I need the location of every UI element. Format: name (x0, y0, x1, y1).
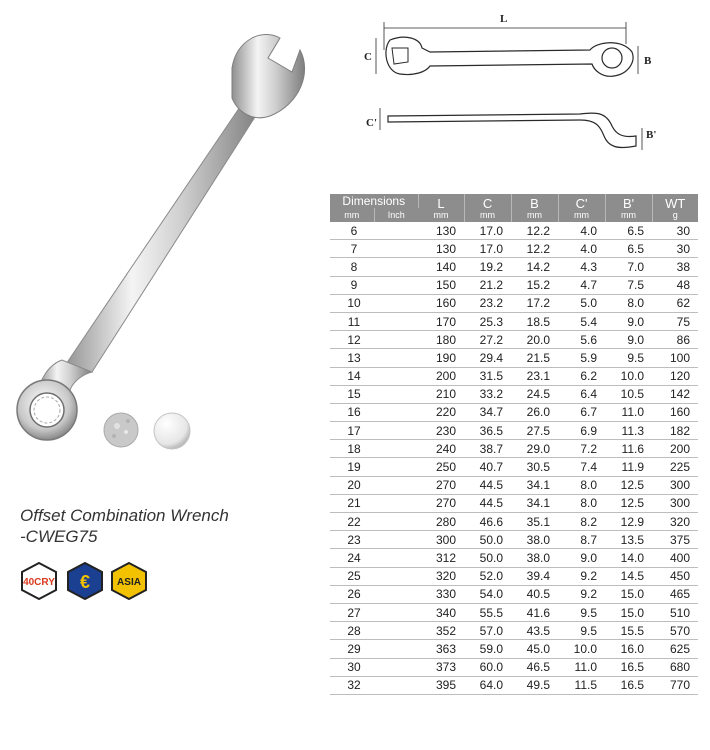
cell-inch (374, 549, 418, 567)
cell-WT: 510 (652, 603, 698, 621)
dimension-drawing (360, 8, 680, 158)
label-C: C (364, 51, 372, 63)
header-inch: Inch (374, 208, 418, 222)
cell-C: 54.0 (464, 585, 511, 603)
cell-B-prime: 7.0 (605, 258, 652, 276)
cell-WT: 300 (652, 476, 698, 494)
cell-B: 38.0 (511, 549, 558, 567)
cell-B-prime: 12.5 (605, 494, 652, 512)
cell-mm: 15 (330, 385, 374, 403)
cell-L: 312 (418, 549, 464, 567)
cell-L: 280 (418, 513, 464, 531)
cell-C-prime: 4.0 (558, 222, 605, 240)
cell-mm: 7 (330, 240, 374, 258)
cell-C-prime: 9.5 (558, 622, 605, 640)
cell-WT: 100 (652, 349, 698, 367)
cell-inch (374, 494, 418, 512)
cell-mm: 29 (330, 640, 374, 658)
asia-badge-label: ASIA (117, 577, 141, 588)
cell-C-prime: 4.0 (558, 240, 605, 258)
cell-WT: 770 (652, 676, 698, 694)
table-row (330, 676, 698, 694)
cell-mm: 24 (330, 549, 374, 567)
cell-C: 31.5 (464, 367, 511, 385)
cell-B: 34.1 (511, 494, 558, 512)
cell-B: 40.5 (511, 585, 558, 603)
cell-inch (374, 403, 418, 421)
euro-badge-label: € (79, 572, 91, 592)
cell-inch (374, 640, 418, 658)
cell-WT: 142 (652, 385, 698, 403)
cell-C-prime: 8.7 (558, 531, 605, 549)
cell-WT: 465 (652, 585, 698, 603)
cell-C: 19.2 (464, 258, 511, 276)
cell-inch (374, 422, 418, 440)
cell-inch (374, 531, 418, 549)
cell-C-prime: 4.7 (558, 276, 605, 294)
cell-C: 55.5 (464, 603, 511, 621)
cell-WT: 570 (652, 622, 698, 640)
cell-inch (374, 458, 418, 476)
header-C-prime-label: C' (575, 195, 588, 211)
cell-C: 46.6 (464, 513, 511, 531)
table-row (330, 403, 698, 421)
cell-C-prime: 4.3 (558, 258, 605, 276)
table-row (330, 549, 698, 567)
40cry-badge (20, 562, 58, 600)
cell-C: 34.7 (464, 403, 511, 421)
cell-mm: 22 (330, 513, 374, 531)
cell-B-prime: 10.5 (605, 385, 652, 403)
cell-C: 59.0 (464, 640, 511, 658)
product-title (20, 505, 229, 547)
cell-C: 27.2 (464, 331, 511, 349)
cell-WT: 320 (652, 513, 698, 531)
label-B-prime: B' (646, 129, 657, 141)
cell-L: 352 (418, 622, 464, 640)
cell-mm: 20 (330, 476, 374, 494)
cell-C: 57.0 (464, 622, 511, 640)
cell-mm: 18 (330, 440, 374, 458)
table-row (330, 476, 698, 494)
cell-B: 30.5 (511, 458, 558, 476)
table-row (330, 640, 698, 658)
label-L: L (500, 13, 508, 25)
cell-C: 36.5 (464, 422, 511, 440)
cell-C-prime: 5.9 (558, 349, 605, 367)
cell-L: 180 (418, 331, 464, 349)
cell-WT: 375 (652, 531, 698, 549)
cell-L: 140 (418, 258, 464, 276)
table-row (330, 658, 698, 676)
cell-L: 210 (418, 385, 464, 403)
cell-B-prime: 11.3 (605, 422, 652, 440)
cell-B: 43.5 (511, 622, 558, 640)
cell-B: 21.5 (511, 349, 558, 367)
cell-B-prime: 12.5 (605, 476, 652, 494)
cell-WT: 62 (652, 294, 698, 312)
table-row (330, 567, 698, 585)
cell-B-prime: 8.0 (605, 294, 652, 312)
header-C (464, 194, 511, 222)
cell-C: 29.4 (464, 349, 511, 367)
cell-C-prime: 9.2 (558, 567, 605, 585)
header-B (511, 194, 558, 222)
cell-L: 300 (418, 531, 464, 549)
cell-C: 50.0 (464, 531, 511, 549)
cell-L: 320 (418, 567, 464, 585)
cell-inch (374, 294, 418, 312)
cell-C-prime: 6.4 (558, 385, 605, 403)
table-row (330, 331, 698, 349)
cell-WT: 48 (652, 276, 698, 294)
cell-B: 29.0 (511, 440, 558, 458)
cell-mm: 14 (330, 367, 374, 385)
cell-mm: 21 (330, 494, 374, 512)
wrench-photo (0, 20, 310, 450)
header-C-unit: mm (480, 209, 496, 220)
header-WT (652, 194, 698, 222)
table-row (330, 258, 698, 276)
table-row (330, 222, 698, 240)
cell-WT: 300 (652, 494, 698, 512)
cell-B-prime: 16.5 (605, 658, 652, 676)
cell-inch (374, 240, 418, 258)
cell-L: 130 (418, 222, 464, 240)
cell-WT: 30 (652, 222, 698, 240)
table-row (330, 440, 698, 458)
cell-C-prime: 10.0 (558, 640, 605, 658)
cell-C-prime: 6.9 (558, 422, 605, 440)
cell-C: 21.2 (464, 276, 511, 294)
cell-B-prime: 15.0 (605, 603, 652, 621)
cell-L: 250 (418, 458, 464, 476)
cell-inch (374, 658, 418, 676)
table-row (330, 513, 698, 531)
cell-B-prime: 14.5 (605, 567, 652, 585)
cell-C-prime: 8.0 (558, 494, 605, 512)
cell-C: 44.5 (464, 494, 511, 512)
cell-B: 24.5 (511, 385, 558, 403)
cell-B-prime: 6.5 (605, 222, 652, 240)
spec-table (330, 194, 698, 695)
cell-inch (374, 276, 418, 294)
cell-mm: 8 (330, 258, 374, 276)
cell-L: 240 (418, 440, 464, 458)
table-row (330, 349, 698, 367)
cell-B: 39.4 (511, 567, 558, 585)
cell-C-prime: 11.5 (558, 676, 605, 694)
header-L-label: L (437, 195, 445, 211)
header-B-unit: mm (527, 209, 543, 220)
cell-B: 12.2 (511, 222, 558, 240)
table-row (330, 367, 698, 385)
cell-L: 190 (418, 349, 464, 367)
cell-B-prime: 6.5 (605, 240, 652, 258)
cell-WT: 38 (652, 258, 698, 276)
cell-WT: 400 (652, 549, 698, 567)
header-WT-unit: g (672, 209, 678, 220)
cell-B: 17.2 (511, 294, 558, 312)
header-dimensions: Dimensions (330, 194, 418, 208)
table-row (330, 240, 698, 258)
cell-L: 330 (418, 585, 464, 603)
cell-WT: 182 (652, 422, 698, 440)
table-row (330, 622, 698, 640)
spec-table-body (330, 222, 698, 694)
cell-C: 64.0 (464, 676, 511, 694)
cell-C: 50.0 (464, 549, 511, 567)
cell-C-prime: 9.5 (558, 603, 605, 621)
cell-mm: 16 (330, 403, 374, 421)
cell-C: 44.5 (464, 476, 511, 494)
cell-B: 46.5 (511, 658, 558, 676)
cell-WT: 450 (652, 567, 698, 585)
cell-C-prime: 11.0 (558, 658, 605, 676)
cell-L: 230 (418, 422, 464, 440)
cell-WT: 625 (652, 640, 698, 658)
cell-mm: 30 (330, 658, 374, 676)
cell-B: 12.2 (511, 240, 558, 258)
cell-C-prime: 7.2 (558, 440, 605, 458)
cell-inch (374, 222, 418, 240)
40cry-badge-label: 40CRY (23, 577, 55, 588)
cell-inch (374, 476, 418, 494)
cell-C: 52.0 (464, 567, 511, 585)
table-row (330, 585, 698, 603)
cell-mm: 12 (330, 331, 374, 349)
cell-B-prime: 16.0 (605, 640, 652, 658)
cell-C: 40.7 (464, 458, 511, 476)
cell-mm: 17 (330, 422, 374, 440)
cell-B-prime: 16.5 (605, 676, 652, 694)
cell-L: 170 (418, 312, 464, 330)
header-L-unit: mm (433, 209, 449, 220)
cell-C-prime: 6.7 (558, 403, 605, 421)
cell-C: 60.0 (464, 658, 511, 676)
cell-inch (374, 385, 418, 403)
cell-B-prime: 14.0 (605, 549, 652, 567)
cell-B-prime: 11.9 (605, 458, 652, 476)
cell-mm: 19 (330, 458, 374, 476)
table-row (330, 603, 698, 621)
cell-WT: 120 (652, 367, 698, 385)
cell-C: 17.0 (464, 240, 511, 258)
cell-B: 49.5 (511, 676, 558, 694)
cell-C: 33.2 (464, 385, 511, 403)
header-mm: mm (330, 208, 374, 222)
cell-mm: 13 (330, 349, 374, 367)
cell-inch (374, 567, 418, 585)
cell-C-prime: 9.0 (558, 549, 605, 567)
cell-B: 35.1 (511, 513, 558, 531)
cell-mm: 28 (330, 622, 374, 640)
cell-B: 45.0 (511, 640, 558, 658)
cell-B: 41.6 (511, 603, 558, 621)
cell-C-prime: 9.2 (558, 585, 605, 603)
cell-C: 25.3 (464, 312, 511, 330)
cell-L: 150 (418, 276, 464, 294)
header-B-prime (605, 194, 652, 222)
cell-C-prime: 5.6 (558, 331, 605, 349)
cell-B: 20.0 (511, 331, 558, 349)
cell-inch (374, 585, 418, 603)
cell-inch (374, 367, 418, 385)
cell-WT: 160 (652, 403, 698, 421)
cell-B: 15.2 (511, 276, 558, 294)
cell-B-prime: 9.5 (605, 349, 652, 367)
cell-C-prime: 8.2 (558, 513, 605, 531)
cell-C-prime: 6.2 (558, 367, 605, 385)
table-row (330, 531, 698, 549)
cell-mm: 6 (330, 222, 374, 240)
cell-C-prime: 5.4 (558, 312, 605, 330)
cell-L: 395 (418, 676, 464, 694)
cell-inch (374, 676, 418, 694)
cell-mm: 25 (330, 567, 374, 585)
cell-B: 27.5 (511, 422, 558, 440)
cell-B-prime: 15.5 (605, 622, 652, 640)
cell-L: 220 (418, 403, 464, 421)
cell-inch (374, 312, 418, 330)
cell-mm: 32 (330, 676, 374, 694)
cell-B-prime: 7.5 (605, 276, 652, 294)
cell-B-prime: 11.6 (605, 440, 652, 458)
cell-B-prime: 13.5 (605, 531, 652, 549)
cell-L: 200 (418, 367, 464, 385)
cell-mm: 10 (330, 294, 374, 312)
header-C-label: C (482, 195, 493, 211)
cell-inch (374, 440, 418, 458)
cell-B-prime: 11.0 (605, 403, 652, 421)
header-WT-label: WT (665, 195, 686, 211)
cell-inch (374, 513, 418, 531)
cell-mm: 11 (330, 312, 374, 330)
cell-B-prime: 10.0 (605, 367, 652, 385)
cell-B: 38.0 (511, 531, 558, 549)
cell-B: 23.1 (511, 367, 558, 385)
cell-L: 363 (418, 640, 464, 658)
product-name: Offset Combination Wrench (20, 506, 229, 525)
header-C-prime-unit: mm (574, 209, 590, 220)
cell-inch (374, 258, 418, 276)
cell-B-prime: 9.0 (605, 312, 652, 330)
header-L (418, 194, 464, 222)
cell-L: 340 (418, 603, 464, 621)
cell-C-prime: 5.0 (558, 294, 605, 312)
cell-WT: 30 (652, 240, 698, 258)
cell-WT: 75 (652, 312, 698, 330)
cell-B: 18.5 (511, 312, 558, 330)
cell-B-prime: 9.0 (605, 331, 652, 349)
cell-L: 270 (418, 494, 464, 512)
cell-B: 26.0 (511, 403, 558, 421)
table-row (330, 422, 698, 440)
header-B-prime-unit: mm (621, 209, 637, 220)
table-row (330, 458, 698, 476)
cell-B: 34.1 (511, 476, 558, 494)
cell-inch (374, 331, 418, 349)
cell-WT: 86 (652, 331, 698, 349)
cell-C-prime: 7.4 (558, 458, 605, 476)
cell-inch (374, 622, 418, 640)
euro-badge (66, 562, 104, 600)
cell-inch (374, 349, 418, 367)
header-B-prime-label: B' (622, 195, 635, 211)
table-row (330, 312, 698, 330)
cell-L: 160 (418, 294, 464, 312)
asia-badge (110, 562, 148, 600)
cell-L: 270 (418, 476, 464, 494)
cell-B-prime: 15.0 (605, 585, 652, 603)
header-B-label: B (530, 195, 539, 211)
cell-WT: 225 (652, 458, 698, 476)
cell-C: 38.7 (464, 440, 511, 458)
header-C-prime (558, 194, 605, 222)
cell-WT: 200 (652, 440, 698, 458)
cell-C: 17.0 (464, 222, 511, 240)
cell-L: 373 (418, 658, 464, 676)
cell-mm: 23 (330, 531, 374, 549)
cell-B: 14.2 (511, 258, 558, 276)
table-row (330, 294, 698, 312)
product-code: -CWEG75 (20, 527, 98, 546)
label-B: B (644, 55, 652, 67)
table-row (330, 494, 698, 512)
cell-WT: 680 (652, 658, 698, 676)
table-row (330, 276, 698, 294)
cell-L: 130 (418, 240, 464, 258)
cell-mm: 26 (330, 585, 374, 603)
cell-C-prime: 8.0 (558, 476, 605, 494)
cell-mm: 9 (330, 276, 374, 294)
cell-C: 23.2 (464, 294, 511, 312)
cell-inch (374, 603, 418, 621)
cell-B-prime: 12.9 (605, 513, 652, 531)
label-C-prime: C' (366, 117, 377, 129)
table-row (330, 385, 698, 403)
cell-mm: 27 (330, 603, 374, 621)
